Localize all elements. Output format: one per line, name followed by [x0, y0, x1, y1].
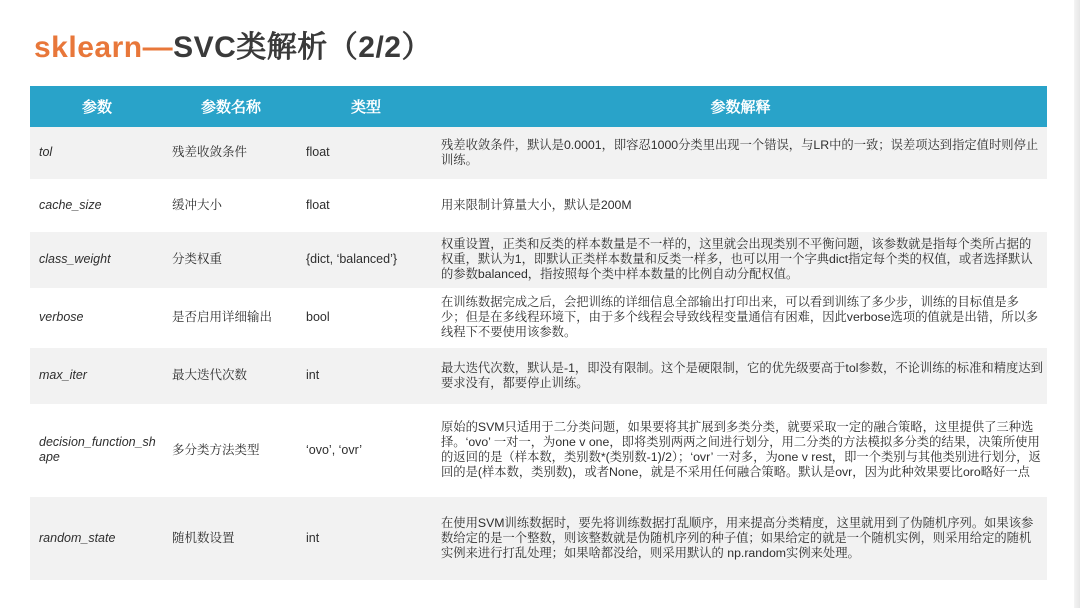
title-main: SVC类解析（2/2） [173, 31, 432, 64]
cell-type: int [298, 347, 434, 404]
header-type: 类型 [298, 86, 434, 127]
slide-edge-shadow [1074, 0, 1080, 608]
cell-param: decision_function_shape [30, 404, 164, 496]
header-name: 参数名称 [164, 86, 298, 127]
cell-param: verbose [30, 288, 164, 347]
cell-name: 随机数设置 [164, 496, 298, 580]
slide-title [34, 22, 432, 66]
table-row [30, 496, 1047, 580]
cell-param: cache_size [30, 179, 164, 231]
table-row [30, 288, 1047, 347]
cell-param: random_state [30, 496, 164, 580]
cell-type: float [298, 179, 434, 231]
cell-name: 分类权重 [164, 231, 298, 288]
cell-param: max_iter [30, 347, 164, 404]
cell-description: 原始的SVM只适用于二分类问题，如果要将其扩展到多类分类，就要采取一定的融合策略，这里提供了三种选择。‘ovo’ 一对一，为one v one，即将类别两两之间进行划分，用二分类的方法模拟多分类的结果，决策所使用的返回的是（样本数，类别数*(类别数-1)/2）；‘ovr’ 一对多，为one v rest，即一个类别与其他类别进行划分，返回的是(样本数，类别数)，或者None，就是不采用任何融合策略。默认是ovr，因为此种效果要比oro略好一点 [434, 404, 1047, 496]
cell-description: 权重设置，正类和反类的样本数量是不一样的，这里就会出现类别不平衡问题，该参数就是指每个类所占据的权重，默认为1，即默认正类样本数量和反类一样多，也可以用一个字典dict指定每个类的权值，或者选择默认的参数balanced，指按照每个类中样本数量的比例自动分配权值。 [434, 231, 1047, 288]
cell-type: float [298, 127, 434, 179]
cell-description: 在训练数据完成之后，会把训练的详细信息全部输出打印出来，可以看到训练了多少步，训练的目标值是多少；但是在多线程环境下，由于多个线程会导致线程变量通信有困难，因此verbose选项的值就是出错，所以多线程下不要使用该参数。 [434, 288, 1047, 347]
cell-type: bool [298, 288, 434, 347]
cell-name: 最大迭代次数 [164, 347, 298, 404]
table-row [30, 231, 1047, 288]
cell-description: 最大迭代次数，默认是-1，即没有限制。这个是硬限制，它的优先级要高于tol参数，不论训练的标准和精度达到要求没有，都要停止训练。 [434, 347, 1047, 404]
cell-name: 是否启用详细输出 [164, 288, 298, 347]
table-row [30, 347, 1047, 404]
title-prefix: sklearn— [34, 31, 174, 64]
cell-name: 多分类方法类型 [164, 404, 298, 496]
cell-type: ‘ovo’, ‘ovr’ [298, 404, 434, 496]
cell-name: 残差收敛条件 [164, 127, 298, 179]
parameter-table [30, 86, 1047, 581]
cell-param: class_weight [30, 231, 164, 288]
table-header-row [30, 86, 1047, 127]
table-row [30, 179, 1047, 231]
cell-type: int [298, 496, 434, 580]
table-row [30, 127, 1047, 179]
header-description: 参数解释 [434, 86, 1047, 127]
cell-description: 在使用SVM训练数据时，要先将训练数据打乱顺序，用来提高分类精度，这里就用到了伪随机序列。如果该参数给定的是一个整数，则该整数就是伪随机序列的种子值；如果给定的就是一个随机实例，则采用给定的随机实例来进行打乱处理；如果啥都没给，则采用默认的 np.random实例来处理。 [434, 496, 1047, 580]
cell-name: 缓冲大小 [164, 179, 298, 231]
table-row [30, 404, 1047, 496]
header-param: 参数 [30, 86, 164, 127]
cell-param: tol [30, 127, 164, 179]
cell-description: 用来限制计算量大小，默认是200M [434, 179, 1047, 231]
cell-description: 残差收敛条件，默认是0.0001，即容忍1000分类里出现一个错误，与LR中的一致；误差项达到指定值时则停止训练。 [434, 127, 1047, 179]
cell-type: {dict, ‘balanced’} [298, 231, 434, 288]
